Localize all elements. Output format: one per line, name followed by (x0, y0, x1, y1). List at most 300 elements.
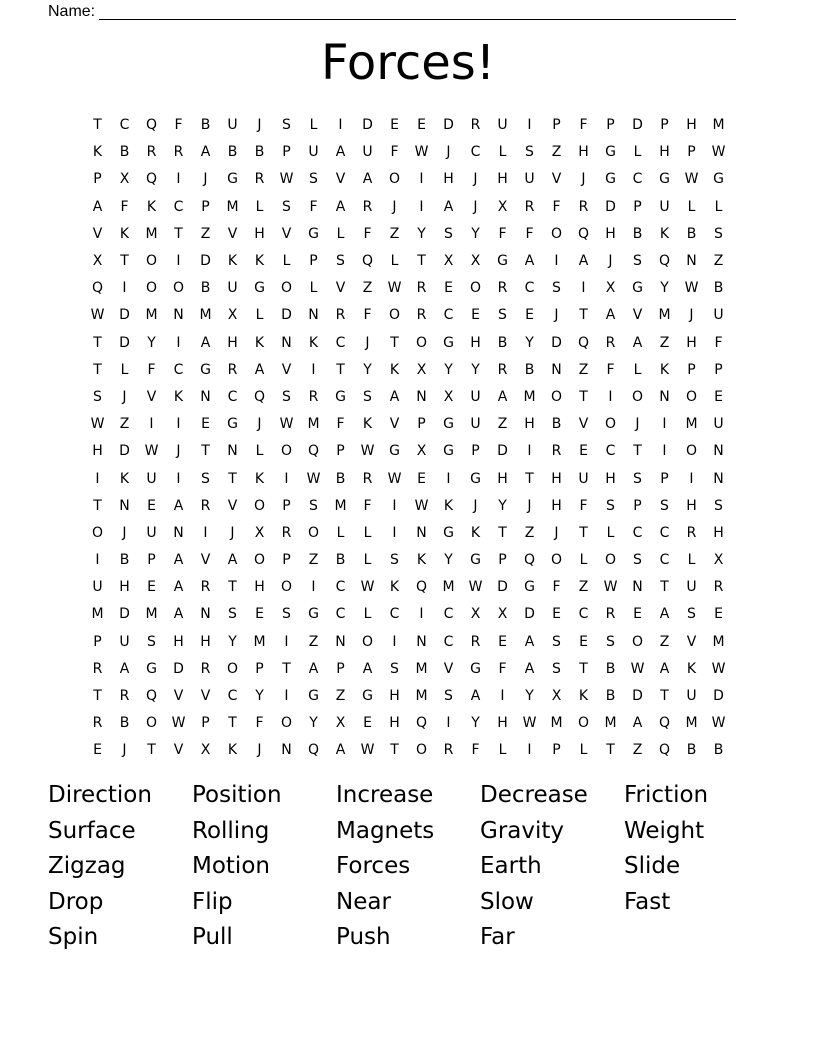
grid-letter: L (633, 361, 642, 378)
grid-letter: H (497, 470, 508, 487)
grid-letter: D (200, 253, 211, 270)
grid-letter: X (470, 253, 481, 270)
grid-letter: G (605, 144, 616, 161)
grid-letter: S (633, 470, 642, 487)
grid-letter: I (500, 688, 505, 705)
word-search-grid (84, 112, 732, 765)
grid-letter: O (145, 253, 158, 270)
grid-letter: X (443, 388, 454, 405)
grid-letter: J (527, 497, 532, 514)
grid-letter: B (200, 280, 211, 297)
grid-letter: U (578, 470, 589, 487)
grid-letter: H (497, 171, 508, 188)
grid-letter: P (714, 361, 723, 378)
grid-letter: Z (200, 225, 211, 242)
grid-letter: S (606, 497, 615, 514)
grid-letter: R (713, 579, 724, 596)
grid-letter: J (635, 416, 640, 433)
grid-letter: X (416, 443, 427, 460)
grid-letter: M (604, 715, 617, 732)
grid-letter: A (659, 606, 670, 623)
grid-letter: B (119, 552, 130, 569)
grid-letter: H (605, 225, 616, 242)
grid-letter: O (685, 388, 698, 405)
grid-letter: N (335, 633, 346, 650)
grid-letter: S (552, 660, 561, 677)
grid-letter: F (498, 660, 507, 677)
grid-letter: K (686, 660, 697, 677)
grid-letter: Y (471, 225, 480, 242)
grid-letter: X (227, 307, 238, 324)
grid-letter: N (308, 307, 319, 324)
grid-letter: G (470, 470, 481, 487)
grid-letter: C (335, 606, 346, 623)
grid-letter: O (280, 443, 293, 460)
grid-letter: T (228, 470, 237, 487)
grid-letter: P (633, 497, 642, 514)
grid-letter: X (443, 253, 454, 270)
grid-row (84, 601, 732, 628)
grid-letter: K (389, 361, 400, 378)
grid-letter: T (417, 253, 426, 270)
grid-letter: W (360, 443, 375, 460)
grid-letter: K (389, 579, 400, 596)
grid-letter: L (363, 524, 372, 541)
grid-letter: S (660, 497, 669, 514)
grid-letter: P (660, 117, 669, 134)
grid-letter: S (390, 552, 399, 569)
grid-letter: X (200, 742, 211, 759)
grid-letter: X (416, 361, 427, 378)
grid-letter: R (470, 117, 481, 134)
grid-letter: B (632, 225, 643, 242)
word-bank-item: Drop (48, 888, 104, 915)
grid-letter: V (173, 742, 184, 759)
grid-letter: N (686, 253, 697, 270)
grid-letter: O (361, 633, 374, 650)
grid-letter: J (365, 334, 370, 351)
grid-letter: N (713, 470, 724, 487)
grid-letter: Y (660, 280, 669, 297)
grid-letter: I (446, 470, 451, 487)
grid-letter: B (713, 742, 724, 759)
grid-letter: C (632, 171, 643, 188)
grid-letter: I (311, 361, 316, 378)
grid-letter: Z (659, 633, 670, 650)
grid-letter: D (632, 688, 643, 705)
grid-letter: N (713, 443, 724, 460)
grid-letter: W (711, 660, 726, 677)
grid-letter: N (551, 361, 562, 378)
grid-letter: I (311, 579, 316, 596)
grid-letter: S (606, 633, 615, 650)
grid-letter: M (685, 416, 698, 433)
grid-letter: O (415, 742, 428, 759)
grid-letter: C (227, 388, 238, 405)
grid-letter: O (469, 280, 482, 297)
grid-letter: R (497, 361, 508, 378)
grid-letter: A (524, 253, 535, 270)
grid-letter: T (660, 579, 669, 596)
grid-letter: E (201, 416, 210, 433)
grid-letter: L (579, 552, 588, 569)
grid-letter: L (498, 742, 507, 759)
grid-letter: T (201, 443, 210, 460)
grid-letter: Z (713, 253, 724, 270)
grid-letter: J (176, 443, 181, 460)
grid-letter: C (605, 443, 616, 460)
grid-letter: B (686, 225, 697, 242)
grid-letter: H (551, 470, 562, 487)
grid-row (84, 465, 732, 492)
grid-row (84, 357, 732, 384)
grid-letter: W (279, 416, 294, 433)
grid-letter: R (497, 280, 508, 297)
grid-letter: T (498, 524, 507, 541)
grid-letter: E (552, 606, 561, 623)
grid-letter: V (686, 633, 697, 650)
grid-letter: J (203, 171, 208, 188)
grid-letter: G (443, 334, 454, 351)
grid-letter: I (284, 633, 289, 650)
grid-letter: P (417, 416, 426, 433)
grid-letter: H (524, 416, 535, 433)
grid-letter: Q (361, 253, 374, 270)
grid-letter: L (687, 552, 696, 569)
grid-letter: U (146, 470, 157, 487)
grid-letter: U (713, 416, 724, 433)
grid-letter: A (389, 388, 400, 405)
grid-letter: L (687, 198, 696, 215)
grid-letter: B (200, 117, 211, 134)
grid-letter: Y (309, 715, 318, 732)
grid-letter: U (524, 171, 535, 188)
grid-letter: V (227, 497, 238, 514)
grid-letter: A (524, 633, 535, 650)
word-bank-item: Slow (480, 888, 534, 915)
grid-letter: H (578, 144, 589, 161)
grid-letter: I (419, 198, 424, 215)
grid-letter: O (226, 660, 239, 677)
grid-letter: P (336, 660, 345, 677)
grid-letter: S (714, 225, 723, 242)
grid-letter: R (551, 443, 562, 460)
grid-letter: X (497, 606, 508, 623)
grid-letter: L (120, 361, 129, 378)
grid-letter: L (579, 742, 588, 759)
grid-letter: D (524, 606, 535, 623)
grid-letter: X (497, 198, 508, 215)
grid-letter: T (228, 579, 237, 596)
grid-letter: D (632, 117, 643, 134)
grid-letter: L (363, 606, 372, 623)
grid-letter: G (470, 552, 481, 569)
grid-row (84, 411, 732, 438)
grid-letter: Q (415, 715, 428, 732)
grid-letter: K (146, 198, 157, 215)
grid-letter: U (308, 144, 319, 161)
grid-letter: Q (658, 253, 671, 270)
grid-letter: S (147, 633, 156, 650)
grid-letter: J (230, 524, 235, 541)
grid-letter: S (714, 497, 723, 514)
grid-letter: U (497, 117, 508, 134)
grid-letter: K (443, 497, 454, 514)
grid-letter: C (470, 144, 481, 161)
grid-letter: I (338, 117, 343, 134)
grid-letter: A (173, 606, 184, 623)
grid-letter: B (605, 688, 616, 705)
grid-row (84, 248, 732, 275)
grid-letter: A (308, 660, 319, 677)
grid-letter: M (253, 633, 266, 650)
grid-letter: I (662, 416, 667, 433)
grid-letter: K (416, 552, 427, 569)
grid-letter: G (389, 443, 400, 460)
grid-letter: F (552, 198, 561, 215)
grid-letter: U (227, 117, 238, 134)
word-bank-item: Position (192, 782, 282, 808)
grid-letter: G (443, 524, 454, 541)
grid-letter: T (336, 361, 345, 378)
grid-row (84, 221, 732, 248)
grid-letter: F (363, 497, 372, 514)
grid-letter: T (93, 117, 102, 134)
grid-letter: M (550, 715, 563, 732)
grid-row (84, 166, 732, 193)
grid-letter: T (633, 443, 642, 460)
grid-letter: F (579, 497, 588, 514)
grid-letter: G (335, 388, 346, 405)
grid-letter: I (662, 443, 667, 460)
grid-letter: V (281, 361, 292, 378)
grid-letter: D (497, 443, 508, 460)
grid-letter: D (497, 579, 508, 596)
grid-letter: P (93, 633, 102, 650)
grid-letter: T (228, 715, 237, 732)
grid-letter: P (282, 552, 291, 569)
grid-letter: C (173, 198, 184, 215)
grid-letter: O (388, 171, 401, 188)
grid-letter: Z (578, 361, 589, 378)
grid-letter: V (443, 660, 454, 677)
grid-letter: H (254, 225, 265, 242)
grid-letter: D (551, 334, 562, 351)
grid-letter: M (658, 307, 671, 324)
grid-letter: S (309, 497, 318, 514)
grid-letter: I (581, 280, 586, 297)
grid-letter: C (443, 633, 454, 650)
grid-letter: S (228, 606, 237, 623)
grid-letter: O (685, 443, 698, 460)
grid-letter: T (93, 334, 102, 351)
grid-letter: N (416, 633, 427, 650)
grid-letter: W (387, 470, 402, 487)
grid-letter: E (471, 307, 480, 324)
grid-letter: P (552, 742, 561, 759)
grid-letter: R (308, 388, 319, 405)
grid-letter: K (308, 334, 319, 351)
word-bank-item: Magnets (336, 817, 435, 844)
grid-letter: P (336, 443, 345, 460)
grid-letter: L (363, 552, 372, 569)
grid-letter: K (92, 144, 103, 161)
grid-letter: B (119, 144, 130, 161)
grid-letter: A (335, 144, 346, 161)
grid-letter: O (631, 388, 644, 405)
page-title: Forces! (320, 35, 496, 91)
grid-letter: Z (308, 633, 319, 650)
grid-row (84, 384, 732, 411)
grid-letter: J (473, 497, 478, 514)
grid-letter: F (390, 144, 399, 161)
grid-letter: R (92, 715, 103, 732)
grid-letter: T (390, 742, 399, 759)
grid-letter: F (498, 225, 507, 242)
grid-row (84, 330, 732, 357)
grid-letter: M (442, 579, 455, 596)
grid-letter: Y (471, 361, 480, 378)
grid-letter: C (659, 552, 670, 569)
grid-letter: T (174, 225, 183, 242)
grid-letter: I (176, 470, 181, 487)
grid-letter: J (554, 307, 559, 324)
grid-letter: K (470, 524, 481, 541)
grid-letter: F (309, 198, 318, 215)
name-underline (99, 5, 736, 20)
grid-letter: F (120, 198, 129, 215)
grid-letter: G (497, 253, 508, 270)
grid-letter: A (119, 660, 130, 677)
grid-letter: U (686, 579, 697, 596)
word-bank-item: Far (480, 924, 515, 951)
grid-letter: E (444, 280, 453, 297)
grid-letter: I (527, 117, 532, 134)
grid-letter: A (524, 660, 535, 677)
grid-letter: S (444, 688, 453, 705)
grid-letter: A (254, 361, 265, 378)
grid-letter: H (200, 633, 211, 650)
grid-letter: D (713, 688, 724, 705)
grid-letter: T (606, 742, 615, 759)
grid-letter: E (417, 117, 426, 134)
grid-letter: O (604, 552, 617, 569)
grid-letter: J (473, 198, 478, 215)
grid-letter: D (173, 660, 184, 677)
grid-letter: Y (255, 688, 264, 705)
grid-letter: S (309, 171, 318, 188)
grid-letter: P (606, 117, 615, 134)
grid-letter: J (392, 198, 397, 215)
grid-letter: A (443, 198, 454, 215)
grid-letter: C (335, 334, 346, 351)
grid-letter: X (254, 524, 265, 541)
grid-letter: Q (658, 742, 671, 759)
grid-row (84, 112, 732, 139)
grid-letter: X (713, 552, 724, 569)
grid-letter: I (284, 688, 289, 705)
grid-letter: H (686, 334, 697, 351)
grid-letter: M (91, 606, 104, 623)
grid-letter: V (200, 688, 211, 705)
grid-letter: A (659, 660, 670, 677)
grid-letter: C (578, 606, 589, 623)
grid-letter: J (446, 144, 451, 161)
grid-letter: W (279, 171, 294, 188)
grid-letter: Z (632, 742, 643, 759)
grid-letter: N (281, 334, 292, 351)
grid-letter: I (284, 470, 289, 487)
grid-letter: A (92, 198, 103, 215)
word-bank-item: Near (336, 888, 391, 915)
grid-letter: U (362, 144, 373, 161)
grid-letter: O (280, 579, 293, 596)
grid-letter: P (282, 497, 291, 514)
grid-letter: K (578, 688, 589, 705)
grid-letter: R (416, 280, 427, 297)
grid-letter: Q (253, 388, 266, 405)
grid-letter: B (497, 334, 508, 351)
grid-letter: P (282, 144, 291, 161)
grid-letter: C (335, 579, 346, 596)
grid-letter: W (603, 579, 618, 596)
grid-letter: Q (577, 334, 590, 351)
grid-letter: V (632, 307, 643, 324)
grid-letter: X (551, 688, 562, 705)
grid-letter: E (714, 388, 723, 405)
grid-letter: W (414, 497, 429, 514)
grid-letter: S (498, 307, 507, 324)
word-bank-item: Motion (192, 853, 270, 880)
grid-letter: V (551, 171, 562, 188)
grid-letter: O (145, 715, 158, 732)
grid-letter: V (578, 416, 589, 433)
grid-letter: P (309, 253, 318, 270)
grid-row (84, 275, 732, 302)
grid-letter: M (307, 416, 320, 433)
grid-letter: O (550, 552, 563, 569)
grid-row (84, 302, 732, 329)
grid-letter: V (92, 225, 103, 242)
grid-letter: R (470, 633, 481, 650)
grid-letter: F (255, 715, 264, 732)
grid-letter: V (335, 171, 346, 188)
grid-letter: C (173, 361, 184, 378)
word-bank-item: Zigzag (48, 853, 126, 880)
grid-letter: I (95, 470, 100, 487)
grid-letter: Z (389, 225, 400, 242)
word-bank-item: Fast (624, 888, 671, 915)
grid-letter: O (415, 334, 428, 351)
grid-letter: F (606, 361, 615, 378)
grid-letter: D (605, 198, 616, 215)
grid-letter: O (550, 225, 563, 242)
grid-letter: R (173, 144, 184, 161)
grid-letter: S (633, 253, 642, 270)
grid-letter: U (686, 688, 697, 705)
grid-letter: S (444, 225, 453, 242)
grid-letter: D (281, 307, 292, 324)
grid-letter: P (498, 552, 507, 569)
grid-row (84, 547, 732, 574)
grid-letter: M (199, 307, 212, 324)
grid-letter: M (145, 225, 158, 242)
grid-letter: I (95, 552, 100, 569)
word-bank-item: Surface (48, 817, 136, 844)
grid-letter: Z (524, 524, 535, 541)
word-bank-item: Weight (624, 817, 705, 844)
grid-letter: S (282, 388, 291, 405)
